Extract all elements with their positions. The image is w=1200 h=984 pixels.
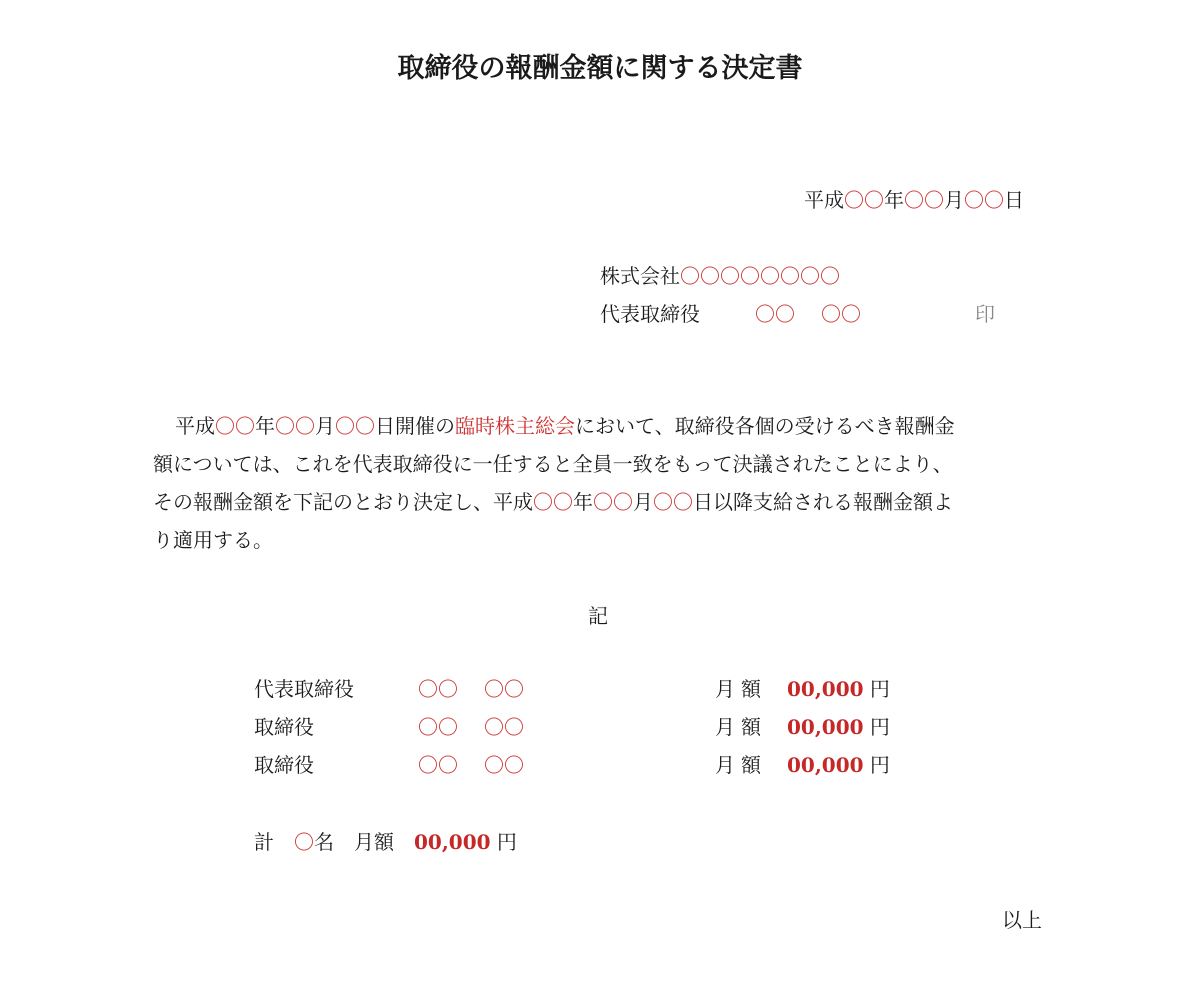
issuer-rep-given: 〇〇 — [821, 302, 861, 326]
row-title: 取締役 — [254, 753, 314, 777]
placeholder-month: 〇〇 — [593, 490, 633, 514]
amount-unit: 円 — [869, 715, 890, 739]
row-title: 取締役 — [254, 715, 314, 739]
seal-mark: 印 — [975, 302, 995, 326]
date-year-unit: 年 — [884, 188, 904, 212]
company-name: 〇〇〇〇〇〇〇〇 — [680, 264, 840, 288]
row-amount — [715, 749, 890, 781]
total-amount-label: 月額 — [354, 830, 394, 854]
row-surname: 〇〇 — [418, 715, 458, 739]
placeholder-year: 〇〇 — [215, 414, 255, 438]
placeholder-day: 〇〇 — [653, 490, 693, 514]
meeting-name: 臨時株主総会 — [455, 414, 575, 438]
body-text: において、取締役各個の受けるべき報酬金 — [575, 414, 955, 438]
row-surname: 〇〇 — [418, 677, 458, 701]
amount-label: 月額 — [715, 753, 767, 777]
row-given: 〇〇 — [484, 753, 524, 777]
body-line-3 — [153, 486, 953, 515]
ki-heading: 記 — [588, 604, 608, 628]
total-line — [254, 826, 517, 858]
placeholder-year: 〇〇 — [533, 490, 573, 514]
amount-unit: 円 — [869, 677, 890, 701]
total-label: 計 — [254, 830, 274, 854]
date-day: 〇〇 — [964, 188, 1004, 212]
date-day-unit: 日 — [1004, 188, 1024, 212]
total-amount-value: 00,000 — [414, 830, 491, 854]
amount-value: 00,000 — [787, 715, 864, 739]
date-era: 平成 — [804, 188, 844, 212]
row-given: 〇〇 — [484, 715, 524, 739]
row-title: 代表取締役 — [254, 677, 354, 701]
body-text: 平成 — [175, 414, 215, 438]
placeholder-day: 〇〇 — [335, 414, 375, 438]
body-text: 年 — [573, 490, 593, 514]
body-text: 年 — [255, 414, 275, 438]
placeholder-month: 〇〇 — [275, 414, 315, 438]
amount-label: 月額 — [715, 677, 767, 701]
issuer-rep-title: 代表取締役 — [600, 302, 700, 326]
body-text: 月 — [315, 414, 335, 438]
total-count: 〇 — [294, 830, 314, 854]
issuer-rep-surname: 〇〇 — [755, 302, 795, 326]
date-month-unit: 月 — [944, 188, 964, 212]
body-line-1 — [175, 410, 955, 439]
total-amount-unit: 円 — [496, 830, 517, 854]
issuer-company — [600, 260, 840, 289]
body-text: 日以降支給される報酬金額よ — [693, 490, 953, 514]
total-count-unit: 名 — [314, 830, 334, 854]
body-text: その報酬金額を下記のとおり決定し、平成 — [153, 490, 533, 514]
row-amount — [715, 711, 890, 743]
closing-ijou: 以上 — [1002, 908, 1042, 932]
amount-value: 00,000 — [787, 677, 864, 701]
company-label: 株式会社 — [600, 264, 680, 288]
body-line-4: り適用する。 — [153, 528, 273, 552]
date-year: 〇〇 — [844, 188, 884, 212]
body-text: 月 — [633, 490, 653, 514]
date-month: 〇〇 — [904, 188, 944, 212]
body-line-2: 額については、これを代表取締役に一任すると全員一致をもって決議されたことにより、 — [153, 452, 953, 476]
amount-unit: 円 — [869, 753, 890, 777]
amount-label: 月額 — [715, 715, 767, 739]
document-date — [804, 184, 1024, 213]
document-title: 取締役の報酬金額に関する決定書 — [397, 53, 803, 84]
amount-value: 00,000 — [787, 753, 864, 777]
row-given: 〇〇 — [484, 677, 524, 701]
row-amount — [715, 673, 890, 705]
body-text: 日開催の — [375, 414, 455, 438]
row-surname: 〇〇 — [418, 753, 458, 777]
